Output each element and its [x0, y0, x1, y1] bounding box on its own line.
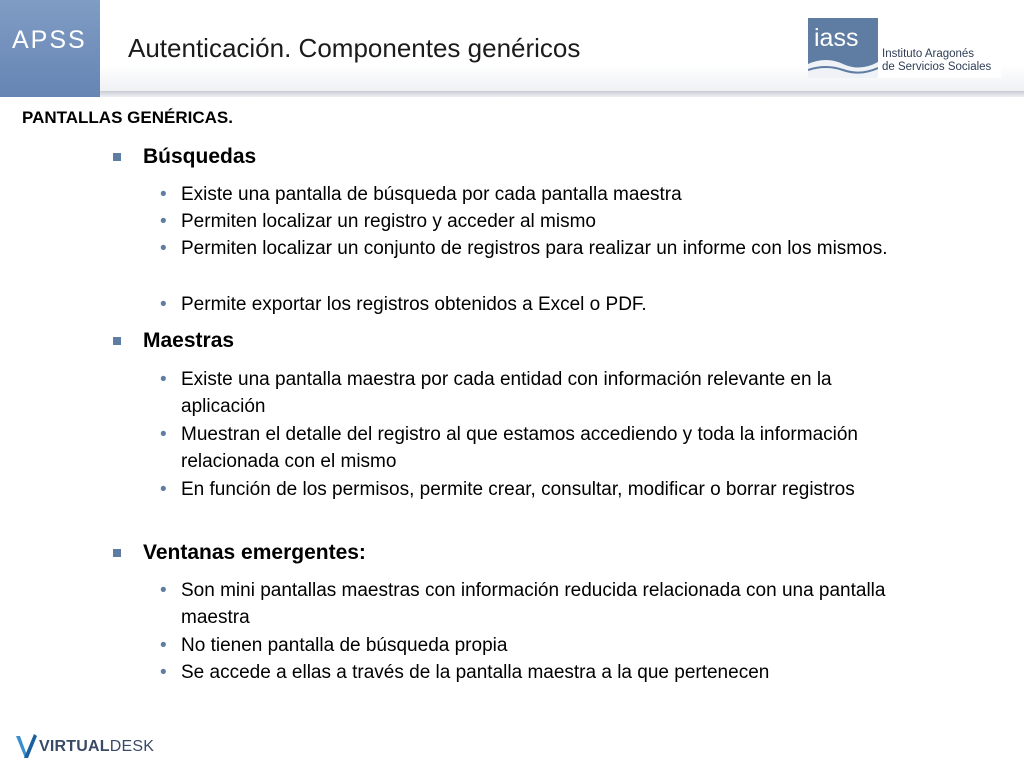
square-bullet-icon [113, 337, 121, 345]
wave-icon [808, 54, 878, 78]
section-heading: PANTALLAS GENÉRICAS. [22, 108, 233, 127]
bullet-icon: • [160, 369, 167, 390]
bullet-icon: • [160, 424, 167, 445]
square-bullet-icon [113, 153, 121, 161]
iass-line-2: de Servicios Sociales [882, 61, 992, 73]
virtualdesk-logo [14, 728, 184, 764]
bullet-icon: • [160, 635, 167, 656]
iass-logo [808, 18, 1001, 78]
bullet-icon: • [160, 184, 167, 205]
iass-logo-mark [808, 18, 878, 78]
bullet-icon: • [160, 294, 167, 315]
virtualdesk-v-icon [14, 732, 38, 762]
square-bullet-icon [113, 549, 121, 557]
slide-title: Autenticación. Componentes genéricos [128, 33, 581, 63]
iass-logo-word: iass [814, 24, 859, 52]
bullet-icon: • [160, 662, 167, 683]
apss-label: APSS [12, 26, 87, 54]
bullet-icon: • [160, 211, 167, 232]
bullet-icon: • [160, 479, 167, 500]
iass-logo-text [882, 48, 991, 74]
bullet-icon: • [160, 580, 167, 601]
iass-line-1: Instituto Aragonés [882, 48, 975, 60]
header-divider [100, 91, 1024, 97]
virtualdesk-wordmark: VIRTUALDESK [39, 738, 155, 755]
bullet-icon: • [160, 238, 167, 259]
apss-brand-tab [0, 0, 100, 97]
